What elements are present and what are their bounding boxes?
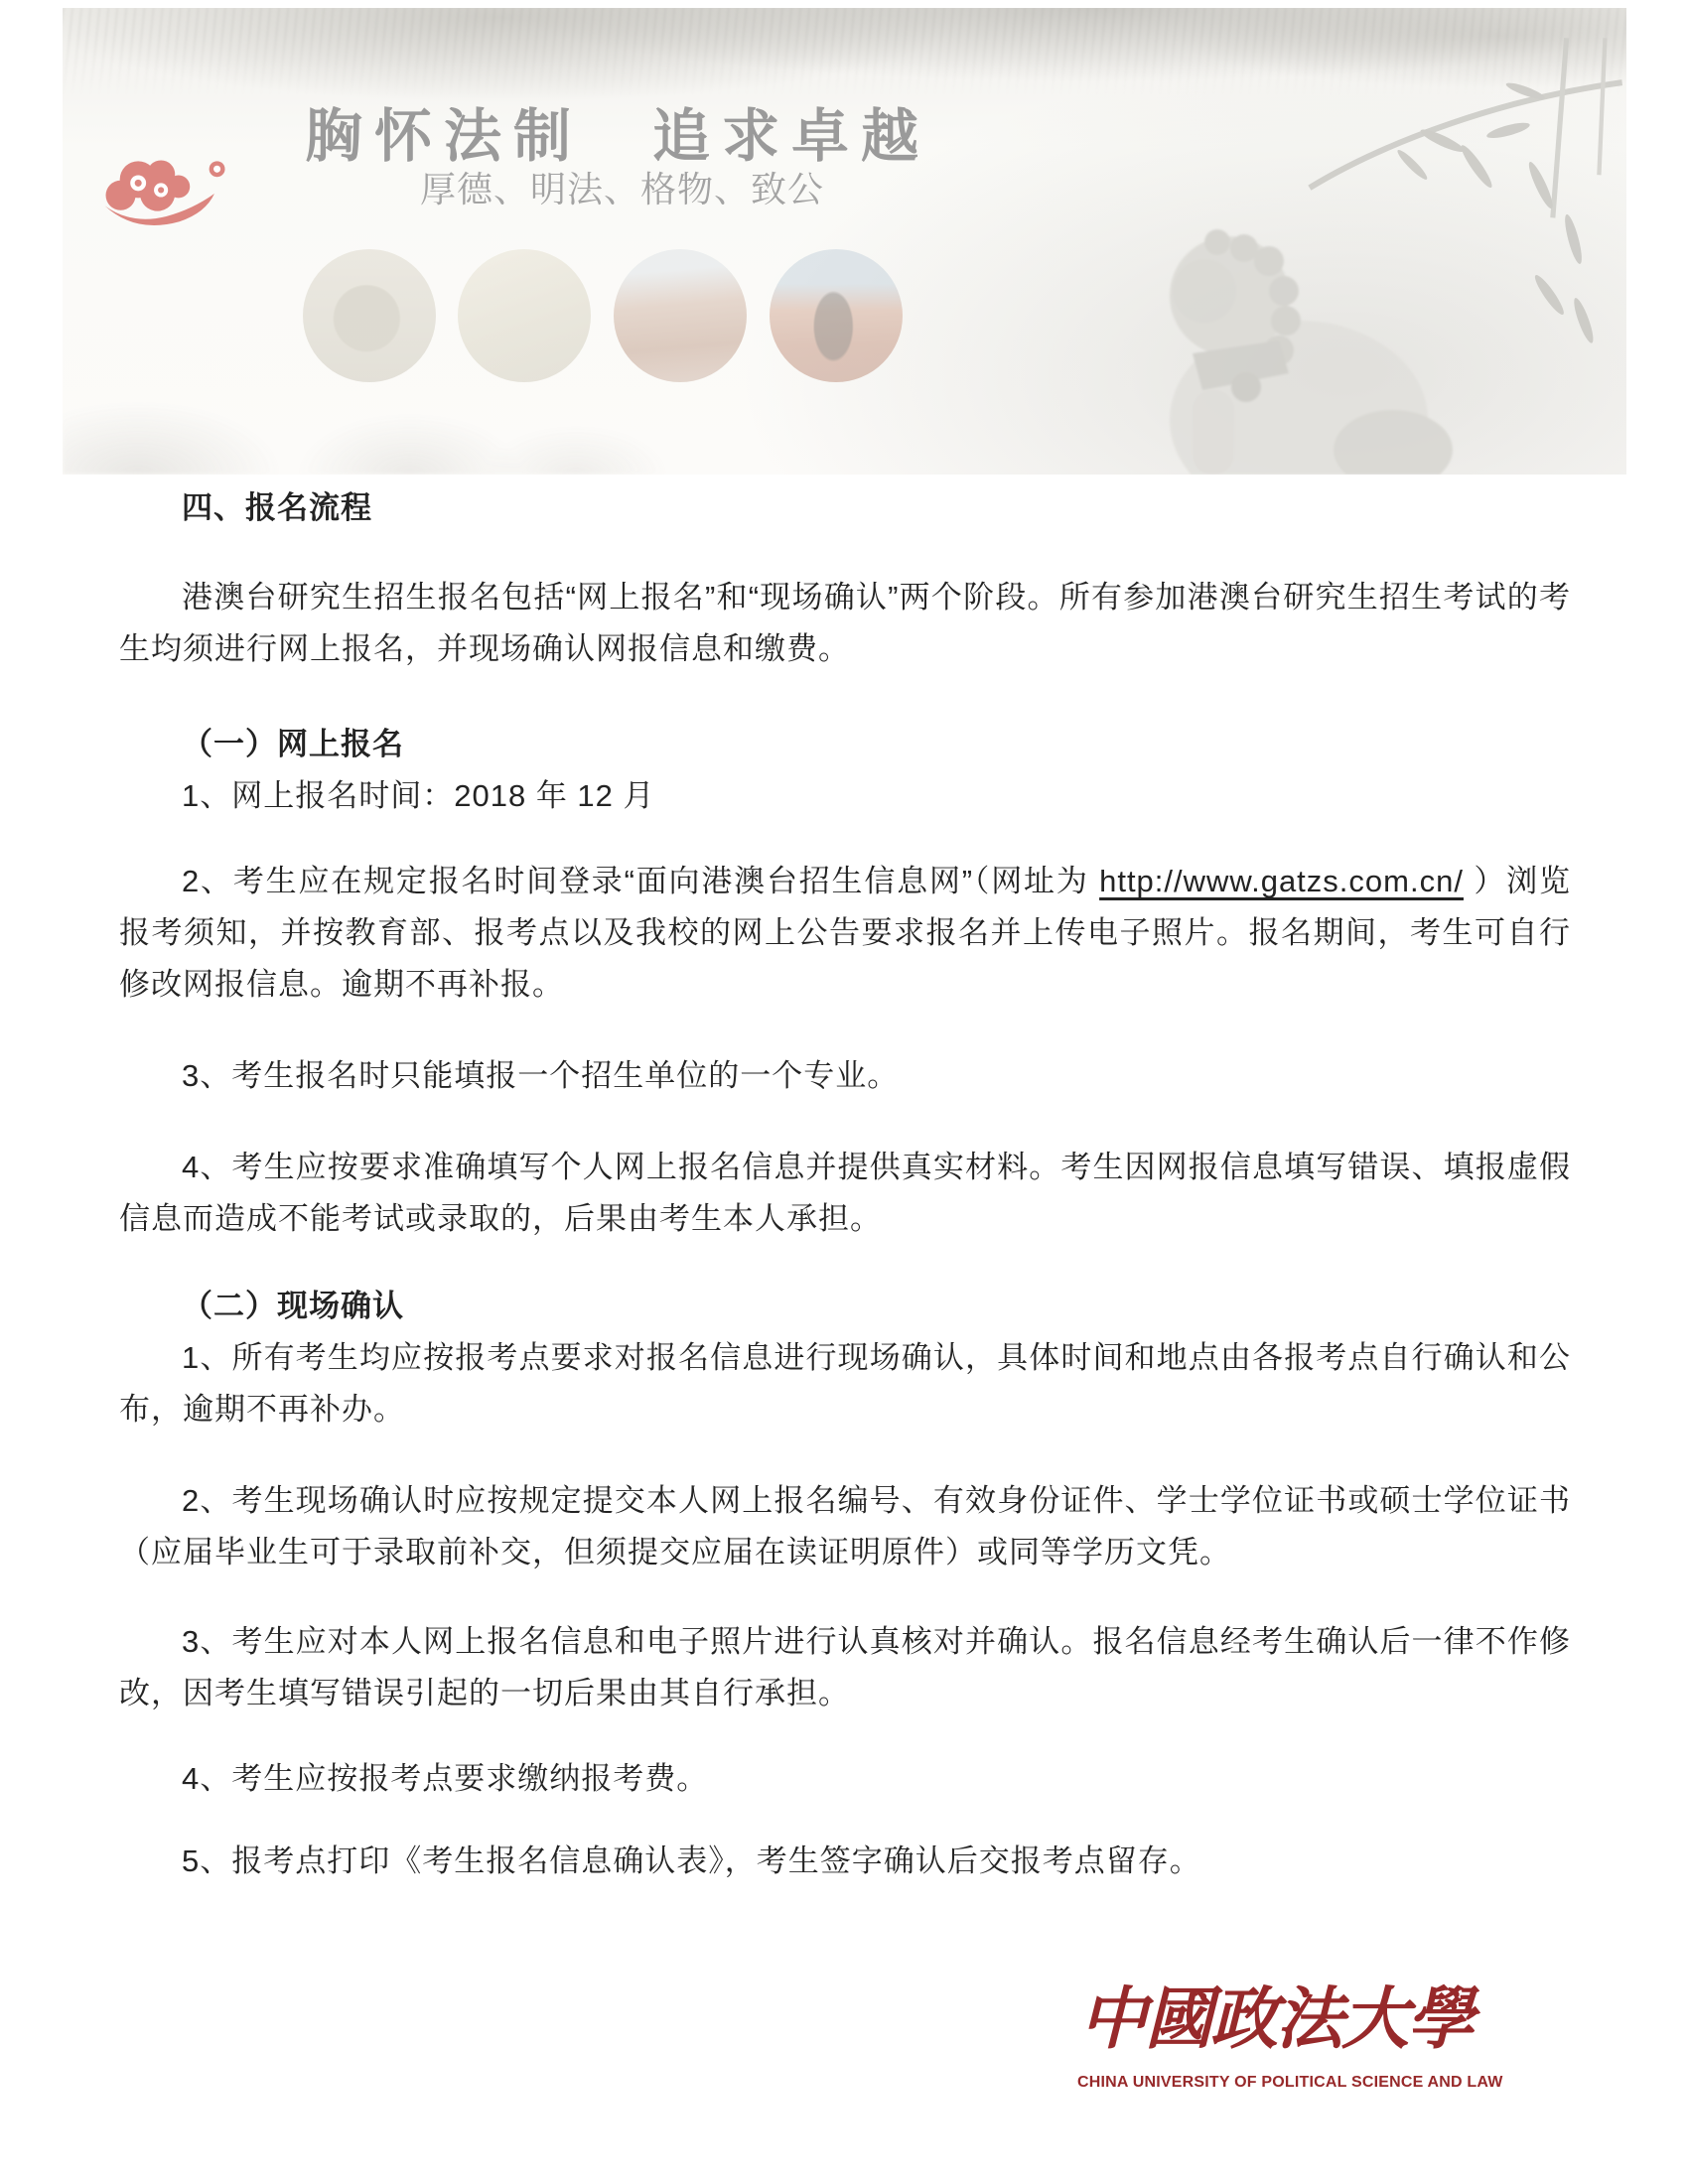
banner xyxy=(63,8,1626,475)
gatzs-website-link[interactable]: http://www.gatzs.com.cn/ xyxy=(1099,864,1464,898)
online-item-1: 1、网上报名时间：2018 年 12 月 xyxy=(182,778,655,813)
onsite-item-5: 5、报考点打印《考生报名信息确认表》，考生签字确认后交报考点留存。 xyxy=(182,1843,1201,1878)
onsite-item-4: 4、考生应按报考点要求缴纳报考费。 xyxy=(182,1761,709,1796)
document-body xyxy=(119,490,1571,1887)
red-cloud-icon xyxy=(87,144,236,228)
onsite-item-1: 1、所有考生均应按报考点要求对报名信息进行现场确认，具体时间和地点由各报考点自行确认和公布，逾期不再补办。 xyxy=(119,1340,1571,1427)
online-item-2-text-before: 2、考生应在规定报名时间登录“面向港澳台招生信息网”（网址为 xyxy=(182,864,1100,898)
section-title: 四、报名流程 xyxy=(182,490,372,525)
university-logo-english-name: CHINA UNIVERSITY OF POLITICAL SCIENCE AND LAW xyxy=(1077,2074,1503,2091)
online-item-2 xyxy=(119,856,1571,1011)
subsection-title-onsite-confirmation: （二）现场确认 xyxy=(182,1289,404,1323)
university-logo xyxy=(1077,1968,1503,2092)
subsection-title-online-registration: （一）网上报名 xyxy=(182,727,404,761)
ink-landscape-art xyxy=(63,355,817,475)
university-logo-calligraphy: 中國政法大學 xyxy=(1078,1981,1473,2057)
online-item-2-text-after: ）浏览报考须知，并按教育部、报考点以及我校的网上公告要求报名并上传电子照片。报名期间，考生可自行修改网报信息。逾期不再补报。 xyxy=(119,864,1571,1002)
banner-motto-main: 胸怀法制 追求卓越 xyxy=(305,104,931,169)
bamboo-branches xyxy=(1284,8,1626,445)
onsite-item-2: 2、考生现场确认时应按规定提交本人网上报名编号、有效身份证件、学士学位证书或硕士学位证书（应届毕业生可于录取前补交，但须提交应届在读证明原件）或同等学历文凭。 xyxy=(119,1483,1571,1570)
online-item-3: 3、考生报名时只能填报一个招生单位的一个专业。 xyxy=(182,1058,900,1093)
banner-motto-sub: 厚德、明法、格物、致公 xyxy=(420,169,825,209)
onsite-item-3: 3、考生应对本人网上报名信息和电子照片进行认真核对并确认。报名信息经考生确认后一律不作修改，因考生填写错误引起的一切后果由其自行承担。 xyxy=(119,1624,1571,1710)
online-item-4: 4、考生应按要求准确填写个人网上报名信息并提供真实材料。考生因网报信息填写错误、填报虚假信息而造成不能考试或录取的，后果由考生本人承担。 xyxy=(119,1150,1571,1236)
intro-paragraph: 港澳台研究生招生报名包括“网上报名”和“现场确认”两个阶段。所有参加港澳台研究生招生考试的考生均须进行网上报名，并现场确认网报信息和缴费。 xyxy=(119,580,1571,666)
